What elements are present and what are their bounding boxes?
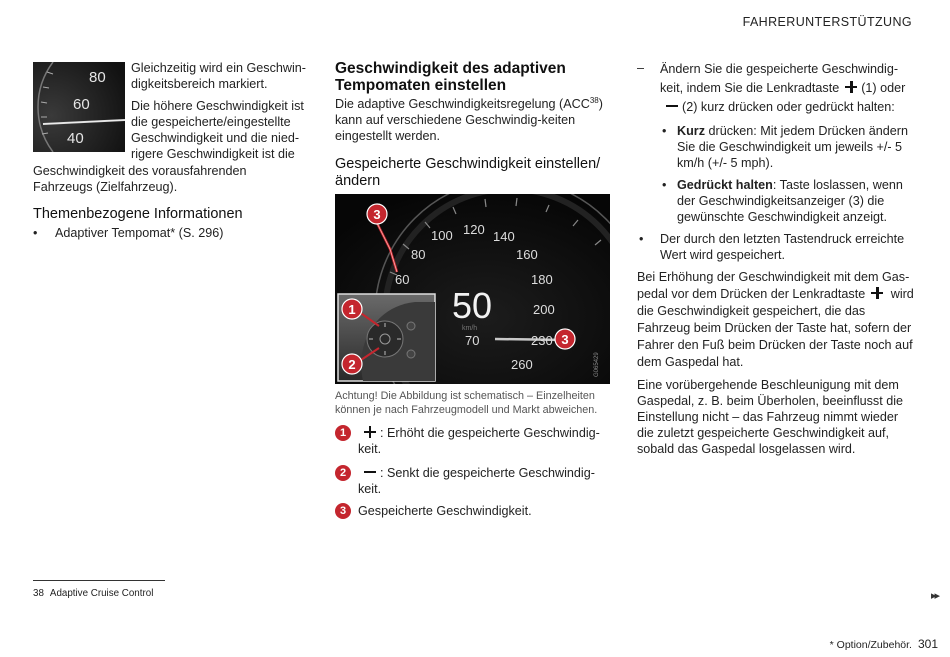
paragraph-part: Bei Erhöhung der Geschwindigkeit mit dem Gas-pedal vor dem Drücken der Lenkradtaste bbox=[637, 270, 910, 301]
sub-bullet-text bbox=[677, 177, 915, 225]
footnote-ref[interactable]: 38 bbox=[589, 95, 599, 105]
footnote-text: Adaptive Cruise Control bbox=[49, 588, 154, 599]
callout-badge-3-top bbox=[367, 204, 387, 224]
instrument-graphic bbox=[335, 194, 610, 384]
intro-text: Die adaptive Geschwindigkeitsregelung (ACC bbox=[335, 97, 590, 111]
item-description: : Senkt die gespeicherte Geschwindig-keit. bbox=[358, 466, 595, 496]
number-badge: 3 bbox=[335, 503, 351, 519]
image-caption: Achtung! Die Abbildung ist schematisch – Einzelheiten können je nach Fahrzeugmodell und Markt abweichen. bbox=[335, 390, 598, 416]
subsection-title: Gespeicherte Geschwindigkeit einstellen/ändern bbox=[335, 156, 601, 189]
speed-tick-label: 230 bbox=[531, 333, 553, 348]
numbered-item bbox=[335, 503, 613, 519]
plus-icon bbox=[364, 426, 376, 438]
paragraph-continuation: Geschwindigkeit des vorausfahrenden Fahrzeugs (Zielfahrzeug). bbox=[33, 164, 247, 194]
paragraph: Gleichzeitig wird ein Geschwin-digkeitsbereich markiert. bbox=[131, 61, 306, 91]
dash-mark: – bbox=[637, 61, 645, 75]
numbered-item bbox=[335, 465, 613, 497]
speed-tick-label: 140 bbox=[493, 229, 515, 244]
related-info-heading: Themenbezogene Informationen bbox=[33, 206, 243, 222]
numbered-item bbox=[335, 425, 613, 457]
bullet-text: Der durch den letzten Tastendruck erreichte Wert wird gespeichert. bbox=[660, 232, 905, 262]
page-footer bbox=[830, 636, 938, 653]
emphasis: Kurz bbox=[677, 124, 705, 138]
minus-icon bbox=[666, 100, 678, 112]
bullet-icon: • bbox=[639, 232, 644, 246]
speed-tick-label: 200 bbox=[533, 302, 555, 317]
bullet-item bbox=[637, 231, 915, 263]
item-text bbox=[358, 465, 613, 497]
option-note: * Option/Zubehör. bbox=[829, 639, 912, 651]
callout-number: 3 bbox=[561, 332, 569, 347]
instruction-part: (1) oder bbox=[861, 81, 906, 95]
callout-number: 2 bbox=[348, 357, 356, 372]
image-code: G065429 bbox=[594, 352, 600, 377]
minus-icon bbox=[364, 466, 376, 478]
paragraph: Die höhere Geschwindigkeit ist die gespeicherte/eingestellte Geschwindigkeit und die nied-rigere Geschwindigkeit ist die bbox=[131, 99, 304, 161]
footnote-number: 38 bbox=[33, 588, 44, 599]
target-speed-label: 70 bbox=[465, 333, 480, 348]
intro-text: ) kann auf verschiedene Geschwindig-keiten eingestellt werden. bbox=[335, 97, 603, 143]
footnote-divider bbox=[33, 580, 165, 581]
instruction-part: (2) kurz drücken oder gedrückt halten: bbox=[682, 100, 895, 114]
speed-tick-label: 100 bbox=[431, 228, 453, 243]
callout-number: 3 bbox=[373, 207, 381, 222]
bullet-icon: • bbox=[662, 178, 667, 192]
sub-bullet-item bbox=[660, 177, 915, 225]
plus-icon bbox=[845, 81, 857, 93]
speed-tick-label: 60 bbox=[395, 272, 410, 287]
item-description: : Erhöht die gespeicherte Geschwindig-keit. bbox=[358, 426, 600, 456]
callout-badge-3-right bbox=[555, 329, 575, 349]
bullet-icon: • bbox=[662, 124, 667, 138]
main-column bbox=[335, 60, 613, 194]
speed-tick-label: 120 bbox=[463, 222, 485, 237]
dash-item bbox=[637, 60, 915, 225]
callout-number: 1 bbox=[348, 302, 356, 317]
speedo-tick-label: 60 bbox=[73, 96, 90, 113]
emphasis: Gedrückt halten bbox=[677, 178, 773, 192]
instruction-part: Ändern Sie die gespeicherte Geschwindig-keit, indem Sie die Lenkradtaste bbox=[660, 62, 899, 95]
sub-bullet-body: drücken: Mit jedem Drücken ändern Sie die Geschwindigkeit um jeweils +/- 5 km/h (+/- 5 mph). bbox=[677, 124, 908, 170]
bullet-icon: • bbox=[33, 226, 38, 240]
speed-tick-label: 180 bbox=[531, 272, 553, 287]
number-badge: 2 bbox=[335, 465, 351, 481]
paragraph-part: wird die Geschwindigkeit gespeichert, die das Fahrzeug beim Drücken der Taste hat, sofern der Fahrer den Fuß beim Drücken der Taste noch auf dem Gaspedal hat. bbox=[637, 287, 914, 369]
section-header: FAHRERUNTERSTÜTZUNG bbox=[742, 15, 912, 29]
instrument-illustration bbox=[335, 194, 610, 384]
sub-bullet-body: : Taste loslassen, wenn der Geschwindigkeitsanzeiger (3) die gewünschte Geschwindigkeit anzeigt. bbox=[677, 178, 903, 224]
speed-tick-label: 80 bbox=[411, 247, 426, 262]
page-number: 301 bbox=[917, 637, 938, 651]
related-link[interactable] bbox=[33, 225, 303, 241]
speedo-tick-label: 80 bbox=[89, 69, 106, 86]
sub-bullet-item bbox=[660, 123, 915, 171]
sub-bullet-text bbox=[677, 123, 915, 171]
speed-tick-label: 160 bbox=[516, 247, 538, 262]
paragraph: Eine vorübergehende Beschleunigung mit dem Gaspedal, z. B. beim Überholen, beeinflusst die Einstellung nicht – das Fahrzeug nimmt wieder die zuletzt gespeicherte Geschwindigkeit auf, sobald das Gaspedal losgelassen wird. bbox=[637, 378, 904, 456]
speed-unit: km/h bbox=[462, 325, 478, 332]
instruction-text bbox=[660, 60, 915, 117]
footnote bbox=[33, 586, 153, 602]
item-text bbox=[358, 425, 613, 457]
next-page-arrow-icon[interactable]: ▸▸ bbox=[930, 590, 938, 602]
right-column bbox=[637, 60, 915, 457]
related-link-text: Adaptiver Tempomat* (S. 296) bbox=[55, 226, 224, 240]
speedo-tick-label: 40 bbox=[67, 130, 84, 147]
section-title: Geschwindigkeit des adaptiven Tempomaten einstellen bbox=[335, 60, 566, 94]
intro-paragraph bbox=[335, 96, 613, 144]
callout-badge-1 bbox=[342, 299, 362, 319]
speedometer-detail-graphic bbox=[33, 62, 125, 152]
current-speed: 50 bbox=[452, 285, 493, 326]
plus-icon bbox=[871, 287, 883, 299]
number-badge: 1 bbox=[335, 425, 351, 441]
paragraph bbox=[637, 269, 915, 371]
speedometer-detail-image bbox=[33, 62, 125, 152]
callout-badge-2 bbox=[342, 354, 362, 374]
wrapped-text bbox=[131, 60, 306, 162]
item-description: Gespeicherte Geschwindigkeit. bbox=[358, 504, 532, 518]
speed-tick-label: 260 bbox=[511, 357, 533, 372]
